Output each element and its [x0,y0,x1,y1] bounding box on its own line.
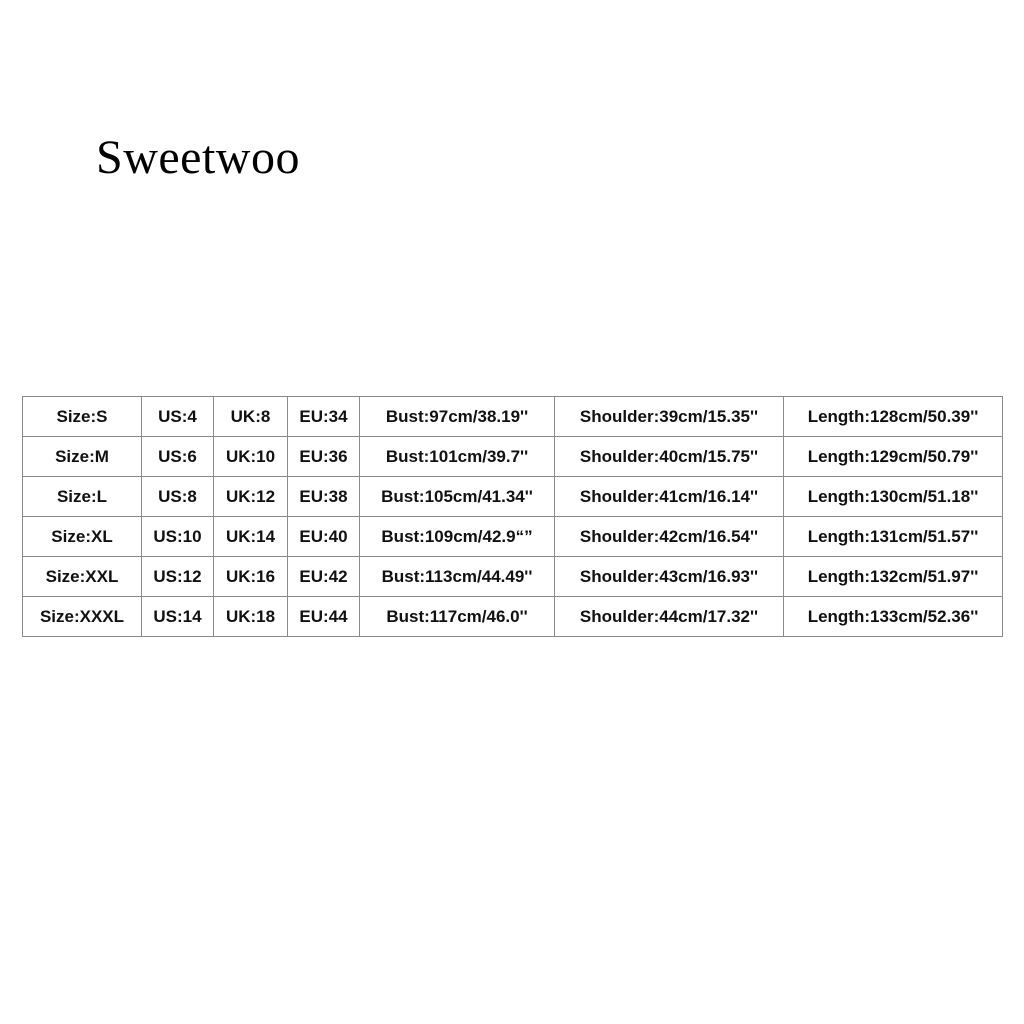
uk-size-cell: UK:14 [214,517,288,557]
table-row [23,557,1003,597]
eu-size-cell: EU:40 [288,517,360,557]
brand-title: Sweetwoo [96,131,300,184]
shoulder-cell: Shoulder:40cm/15.75'' [555,437,784,477]
us-size-cell: US:12 [142,557,214,597]
length-cell: Length:133cm/52.36'' [784,597,1003,637]
eu-size-cell: EU:44 [288,597,360,637]
bust-cell: Bust:105cm/41.34'' [360,477,555,517]
uk-size-cell: UK:8 [214,397,288,437]
us-size-cell: US:14 [142,597,214,637]
uk-size-cell: UK:10 [214,437,288,477]
us-size-cell: US:4 [142,397,214,437]
size-cell: Size:XL [23,517,142,557]
eu-size-cell: EU:38 [288,477,360,517]
size-cell: Size:L [23,477,142,517]
size-cell: Size:S [23,397,142,437]
us-size-cell: US:10 [142,517,214,557]
uk-size-cell: UK:16 [214,557,288,597]
bust-cell: Bust:117cm/46.0'' [360,597,555,637]
length-cell: Length:132cm/51.97'' [784,557,1003,597]
bust-cell: Bust:113cm/44.49'' [360,557,555,597]
table-row [23,437,1003,477]
table-row [23,397,1003,437]
table-row [23,477,1003,517]
us-size-cell: US:8 [142,477,214,517]
shoulder-cell: Shoulder:43cm/16.93'' [555,557,784,597]
table-row [23,517,1003,557]
bust-cell: Bust:97cm/38.19'' [360,397,555,437]
bust-cell: Bust:101cm/39.7'' [360,437,555,477]
shoulder-cell: Shoulder:41cm/16.14'' [555,477,784,517]
length-cell: Length:128cm/50.39'' [784,397,1003,437]
size-cell: Size:M [23,437,142,477]
us-size-cell: US:6 [142,437,214,477]
bust-cell: Bust:109cm/42.9“” [360,517,555,557]
shoulder-cell: Shoulder:42cm/16.54'' [555,517,784,557]
length-cell: Length:129cm/50.79'' [784,437,1003,477]
size-cell: Size:XXL [23,557,142,597]
shoulder-cell: Shoulder:44cm/17.32'' [555,597,784,637]
size-chart-table [22,396,1003,637]
length-cell: Length:130cm/51.18'' [784,477,1003,517]
eu-size-cell: EU:36 [288,437,360,477]
uk-size-cell: UK:18 [214,597,288,637]
eu-size-cell: EU:34 [288,397,360,437]
size-cell: Size:XXXL [23,597,142,637]
shoulder-cell: Shoulder:39cm/15.35'' [555,397,784,437]
length-cell: Length:131cm/51.57'' [784,517,1003,557]
uk-size-cell: UK:12 [214,477,288,517]
eu-size-cell: EU:42 [288,557,360,597]
table-row [23,597,1003,637]
